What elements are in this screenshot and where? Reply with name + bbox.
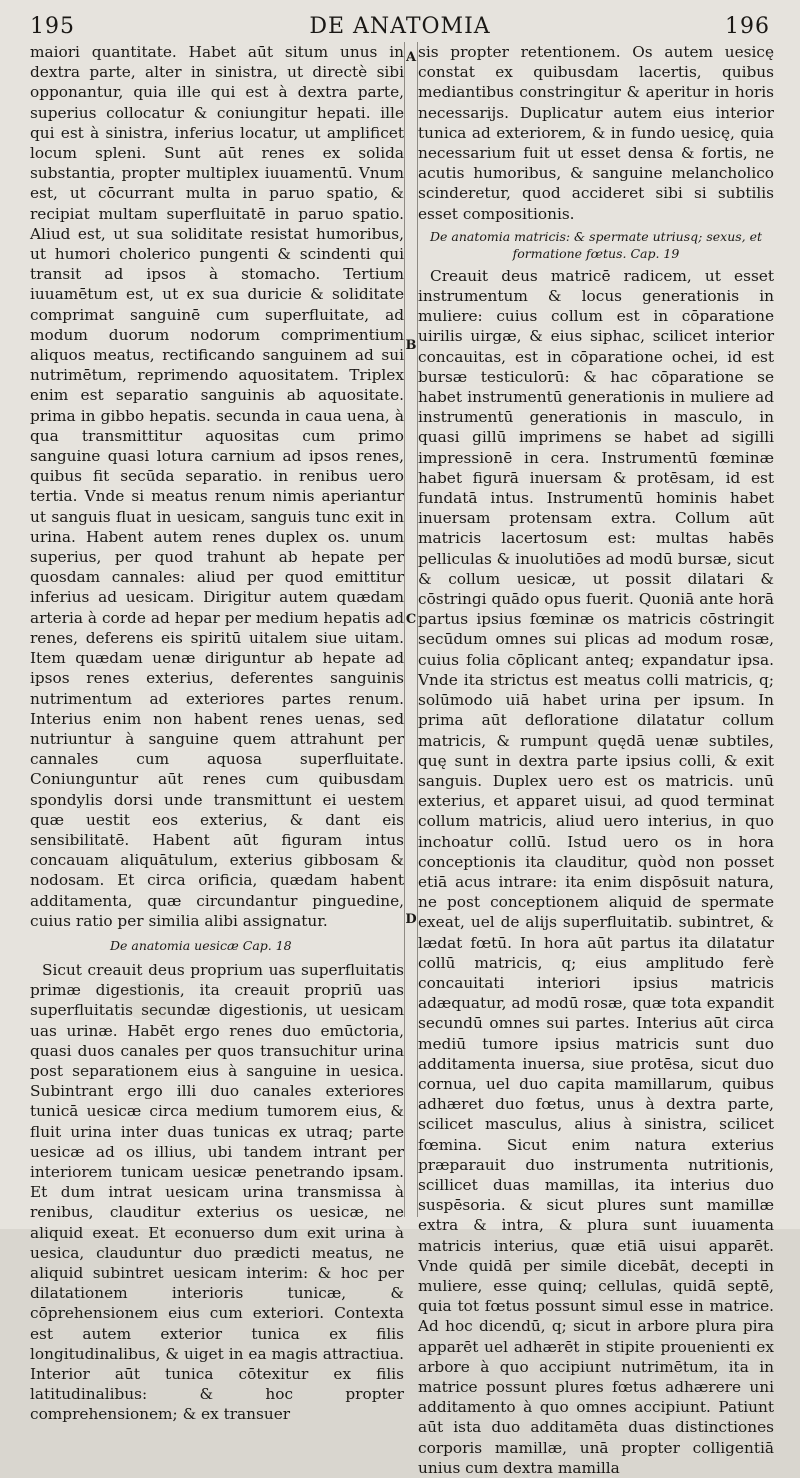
margin-mark-b: B (405, 338, 417, 353)
left-column (30, 42, 404, 1424)
chapter-19-heading (418, 228, 774, 262)
paper-stain (120, 980, 180, 1020)
page-number-left: 195 (30, 14, 75, 39)
chapter-19-heading-line-2: formatione fœtus. Cap. 19 (512, 245, 680, 261)
bladder-paragraph: Sicut creauit deus proprium uas superfluitatis primæ digestionis, ita creauit propriū uas superfluitatis secundæ digestionis, ut uesicam uas urinæ. Habēt ergo renes duo emūctoria, quasi duos canales per quos transuchitur urina post separationem eius à sanguine in uesica. Subintrant ergo illi duo canales exteriores tunicā uesicæ circa medium tumorem eius, & fluit urina inter duas tunicas ex utraq; parte uesicæ ad os illius, ubi tandem intrant per interiorem tunicam uesicæ penetrando ipsam. Et dum intrat uesicam urina transmissa à renibus, clauditur exterius os uesicæ, ne aliquid exeat. Et econuerso dum exit urina à uesica, clauduntur duo prædicti meatus, ne aliquid subintret uesicam interim: & hoc per dilatationem interioris tunicæ, & cōprehensionem eius cum exteriori. Contexta est autem exterior tunica ex filis longitudinalibus, & uiget in ea magis attractiua. Interior aūt tunica cōtexitur ex filis latitudinalibus: & hoc propter comprehensionem; & ex transuer (30, 960, 404, 1424)
page-number-right: 196 (725, 14, 770, 39)
right-column (418, 42, 774, 1477)
bladder-continued-paragraph: sis propter retentionem. Os autem uesicę constat ex quibusdam lacertis, quibus mediantibus constringitur & aperitur in horis necessarijs. Duplicatur autem eius interior tunica ad exteriorem, & in fundo uesicę, quia necessarium fuit ut esset densa & fortis, ne acutis humoribus, & sanguine melancholico scinderetur, quod accideret sibi si subtilis esset compositionis. (418, 43, 774, 223)
chapter-18-heading: De anatomia uesicæ Cap. 18 (110, 937, 292, 953)
running-title: DE ANATOMIA (309, 14, 491, 39)
running-header (0, 14, 800, 42)
chapter-19-heading-line-1: De anatomia matricis: & spermate utriusq; sexus, et (429, 228, 763, 244)
margin-mark-a: A (405, 50, 417, 65)
paper-stain (560, 720, 600, 750)
kidney-paragraph: maiori quantitate. Habet aūt situm unus in dextra parte, alter in sinistra, ut directè sibi opponantur, quia ille qui est à dextra parte, superius collocatur & coniungitur hepati. ille qui est à sinistra, inferius locatur, ut amplificet locum spleni. Sunt aūt renes ex solida substantia, propter multiplex iuuamentū. Vnum est, ut cōcurrant multa in paruo spatio, & recipiat multam superfluitatē in paruo spatio. Aliud est, ut sua soliditate resistat humoribus, ut humori cholerico pungenti & scindenti qui transit ad ipsos à stomacho. Tertium iuuamētum est, ut ex sua duricie & soliditate comprimat sanguinē cum superfluitate, ad modum duorum nodorum comprimentium aliquos meatus, rectificando sanguinem ad sui nutrimētum, reprimendo aquositatem. Triplex enim est separatio sanguinis ab aquositate. prima in gibbo hepatis. secunda in caua uena, à qua transmittitur aquositas cum primo sanguine quasi lotura carnium ad ipsos renes, quibus fit secūda separatio. in renibus uero tertia. Vnde si meatus renum nimis aperiantur ut sanguis fluat in uesicam, sanguis tunc exit in urina. Habent autem renes duplex os. unum superius, per quod trahunt ab hepate per quosdam cannales: aliud per quod emittitur inferius ad uesicam. Dirigitur autem quædam arteria à corde ad hepar per medium hepatis ad renes, deferens eis spiritū uitalem siue uitam. Item quædam uenæ diriguntur ab hepate ad ipsos renes exterius, deferentes sanguinis nutrimentum ad exteriores partes renum. Interius enim non habent renes uenas, sed nutriuntur à sanguine quem attrahunt per cannales cum aquosa superfluitate. Coniunguntur aūt renes cum quibusdam spondylis dorsi unde transmittunt ei uestem quæ uestit eos exterius, & dant eis sensibilitatē. Habent aūt figuram intus concauam aliquātulum, exterius gibbosam & nodosam. Et circa orificia, quædam habent additamenta, quæ circundantur pinguedine, cuius ratio per similia alibi assignatur. (30, 43, 404, 930)
matrix-paragraph: Creauit deus matricē radicem, ut esset instrumentum & locus generationis in muliere: cuius collum est in cōparatione uirilis uirgæ, & eius siphac, scilicet interior concauitas, est in cōparatione ochei, id est bursæ testiculorū: & hac cōparatione se habet instrumentū generationis in muliere ad instrumentū generationis in masculo, in quasi gillū imprimens se habet ad sigilli impressionē in cera. Instrumentū fœminæ habet figurā inuersam & protēsam, id est fundatā intus. Instrumentū hominis habet inuersam protensam extra. Collum aūt matricis lacertosum est: multas habēs pelliculas & inuolutiōes ad modū bursæ, sicut & collum uesicæ, ut possit dilatari & cōstringi quādo opus fuerit. Quoniā ante horā partus ipsius fœminæ os matricis cōstringit secūdum omnes sui plicas ad modum rosæ, cuius folia cōplicant anteq; expandatur ipsa. Vnde ita strictus est meatus colli matricis, q; solūmodo uiā habet urina per ipsum. In prima aūt defloratione dilatatur collum matricis, & rumpunt quędā uenæ subtiles, quę sunt in dextra parte ipsius colli, & exit sanguis. Duplex uero est os matricis. unū exterius, et apparet uisui, ad quod terminat collum matricis, aliud uero interius, in quo inchoatur collū. Istud uero os in hora conceptionis ita clauditur, quòd non posset etiā acus intrare: ita enim dispōsuit natura, ne post conceptionem aliquid de spermate exeat, uel de alijs superfluitatib. subintret, & lædat fœtū. In hora aūt partus ita dilatatur collū matricis, q; eius amplitudo ferè concauitati interiori ipsius matricis adæquatur, ad modū rosæ, quæ tota expandit secundū omnes sui partes. Interius aūt circa mediū tumore ipsius matricis sunt duo additamenta inuersa, siue protēsa, sicut duo cornua, uel duo capita mamillarum, quibus adhæret duo fœtus, unus à dextra parte, scilicet masculus, alius à sinistra, scilicet fœmina. Sicut enim natura exterius præparauit duo instrumenta nutritionis, scillicet duas mamillas, ita interius duo suspēsoria. & sicut plures sunt mamillæ extra & intra, & plura sunt iuuamenta matricis interius, quæ etiā uisui apparēt. Vnde quidā per simile dicebāt, decepti in muliere, esse quinq; cellulas, quidā septē, quia tot fœtus possunt simul esse in matrice. Ad hoc dicendū, q; sicut in arbore plura pira apparēt uel adhærēt in stipite prouenienti ex arbore à quo accipiunt nutrimētum, ita in matrice possunt plures fœtus adhærere uni additamento à quo omnes accipiunt. Patiunt aūt ista duo additamēta duas distinctiones corporis mamillæ, unā propter colligentiā unius cum dextra mamilla (418, 266, 774, 1477)
margin-mark-c: C (405, 612, 417, 627)
column-gutter (404, 42, 418, 1217)
margin-mark-d: D (405, 912, 417, 927)
